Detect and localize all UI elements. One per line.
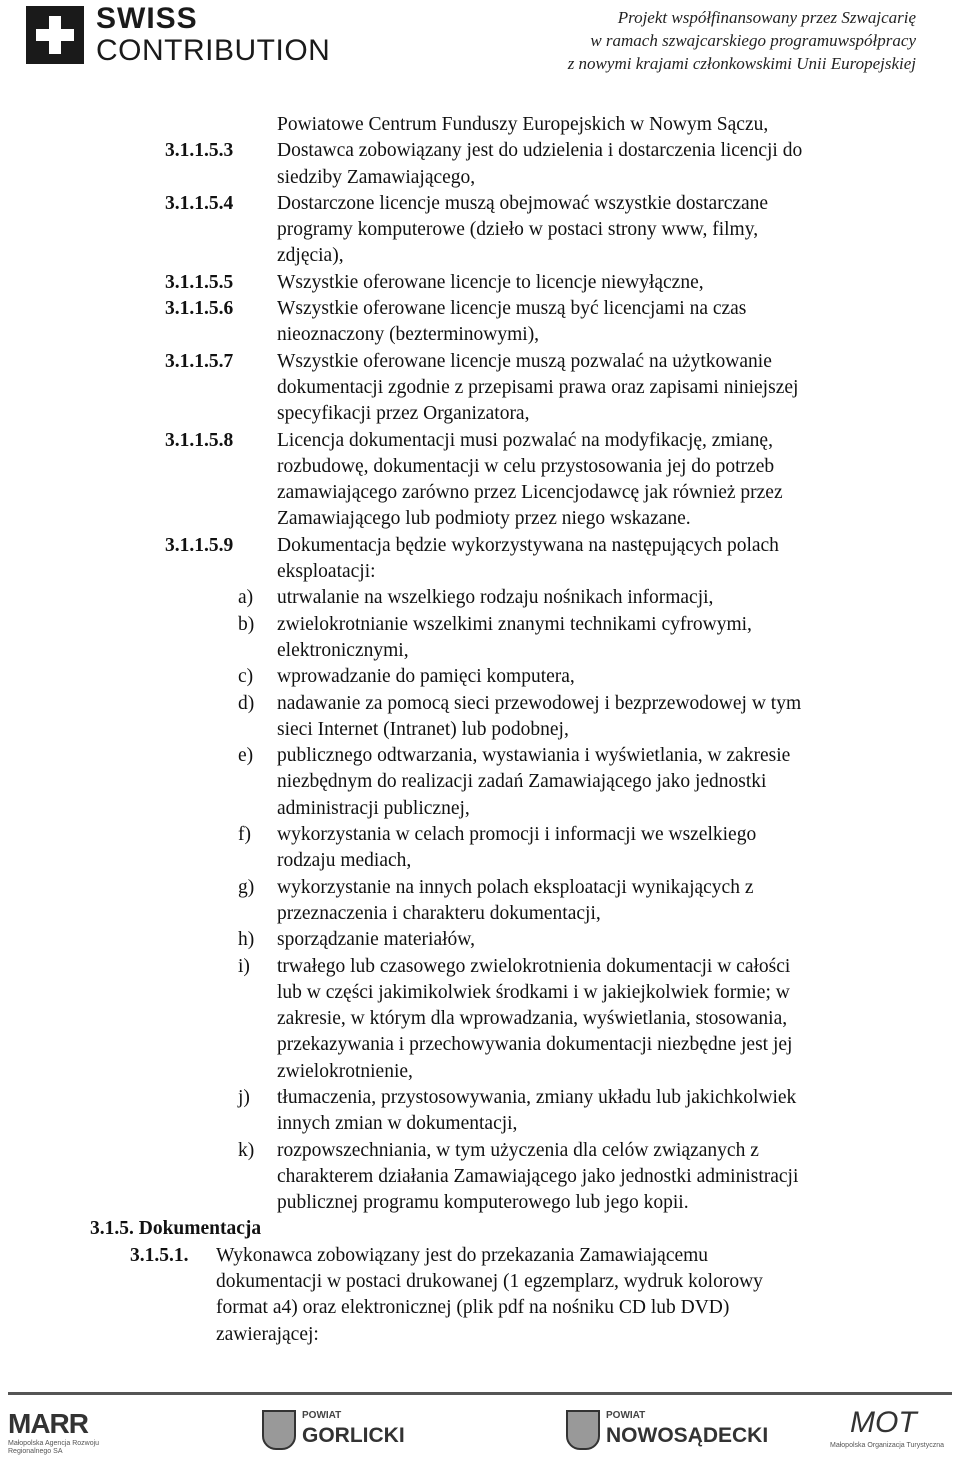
spec-item xyxy=(0,349,960,428)
item-text xyxy=(277,428,915,533)
list-item xyxy=(0,954,960,1085)
text-line: Dostarczone licencje muszą obejmować wszystkie dostarczane xyxy=(277,192,769,214)
text-line: zawierającej: xyxy=(216,1323,319,1345)
text-line: Dostawca zobowiązany jest do udzielenia i dostarczenia licencji do xyxy=(277,140,803,162)
text-line: Wykonawca zobowiązany jest do przekazania Zamawiającemu xyxy=(216,1244,709,1266)
item-text xyxy=(277,112,915,138)
item-number: 3.1.1.5.3 xyxy=(165,140,234,162)
text-line: Wszystkie oferowane licencje to licencje niewyłączne, xyxy=(277,271,704,293)
list-text xyxy=(277,954,915,1085)
list-marker: c) xyxy=(238,666,254,688)
list-marker: g) xyxy=(238,876,255,898)
text-line: trwałego lub czasowego zwielokrotnienia dokumentacji w całości xyxy=(277,955,791,977)
text-line: wprowadzanie do pamięci komputera, xyxy=(277,666,575,688)
text-line: rozbudowę, dokumentacji w celu przystosowania jej do potrzeb xyxy=(277,455,775,477)
text-line: eksploatacji: xyxy=(277,561,376,583)
text-line: przekazywania i przechowywania dokumentacji niezbędne jest jej xyxy=(277,1034,793,1056)
tagline-line: Projekt współfinansowany przez Szwajcarię xyxy=(617,8,916,27)
text-line: wykorzystania w celach promocji i informacji we wszelkiego xyxy=(277,824,757,846)
text-line: siedziby Zamawiającego, xyxy=(277,166,476,188)
list-item xyxy=(0,743,960,822)
logo-line2: CONTRIBUTION xyxy=(96,34,331,67)
list-marker: h) xyxy=(238,929,255,951)
text-line: przeznaczenia i charakteru dokumentacji, xyxy=(277,902,601,924)
text-line: programy komputerowe (dzieło w postaci strony www, filmy, xyxy=(277,219,759,241)
text-line: rozpowszechniania, w tym użyczenia dla celów związanych z xyxy=(277,1139,759,1161)
list-item xyxy=(0,875,960,928)
page-header xyxy=(0,0,960,80)
item-text xyxy=(277,296,915,349)
coat-of-arms-icon xyxy=(262,1410,296,1450)
text-line: sporządzanie materiałów, xyxy=(277,929,475,951)
text-line: sieci Internet (Intranet) lub podobnej, xyxy=(277,718,569,740)
text-line: format a4) oraz elektronicznej (plik pdf na nośniku CD lub DVD) xyxy=(216,1297,730,1319)
item-number: 3.1.1.5.4 xyxy=(165,192,234,214)
coat-of-arms-icon xyxy=(566,1410,600,1450)
list-text xyxy=(277,927,915,953)
list-item xyxy=(0,822,960,875)
list-marker: f) xyxy=(238,824,251,846)
list-text xyxy=(277,1138,915,1217)
list-item xyxy=(0,664,960,690)
text-line: innych zmian w dokumentacji, xyxy=(277,1113,518,1135)
item-text xyxy=(277,191,915,270)
logo-line1: SWISS xyxy=(96,2,198,35)
text-line: nieoznaczony (bezterminowymi), xyxy=(277,324,540,346)
text-line: publicznej programu komputerowego lub jego kopii. xyxy=(277,1192,689,1214)
item-number: 3.1.1.5.7 xyxy=(165,350,234,372)
list-text xyxy=(277,822,915,875)
text-line: lub w części jakimikolwiek środkami i w jakiejkolwiek formie; w xyxy=(277,981,790,1003)
spec-item xyxy=(0,270,960,296)
item-number: 3.1.1.5.9 xyxy=(165,534,234,556)
sub-item-text xyxy=(216,1243,915,1348)
list-marker: d) xyxy=(238,692,255,714)
text-line: charakterem działania Zamawiającego jako jednostki administracji xyxy=(277,1165,799,1187)
marr-logo xyxy=(8,1404,118,1456)
text-line: Dokumentacja będzie wykorzystywana na następujących polach xyxy=(277,534,779,556)
sub-item-number: 3.1.5.1. xyxy=(130,1244,189,1266)
spec-item xyxy=(0,428,960,533)
item-number: 3.1.1.5.6 xyxy=(165,298,234,320)
text-line: specyfikacji przez Organizatora, xyxy=(277,403,530,425)
section-heading: 3.1.5. Dokumentacja xyxy=(90,1218,262,1240)
list-item xyxy=(0,1085,960,1138)
text-line: dokumentacji zgodnie z przepisami prawa oraz zapisami niniejszej xyxy=(277,376,799,398)
spec-item xyxy=(0,296,960,349)
text-line: wykorzystanie na innych polach eksploatacji wynikających z xyxy=(277,876,754,898)
list-marker: e) xyxy=(238,745,254,767)
text-line: niezbędnym do realizacji zadań Zamawiającego jako jednostki xyxy=(277,771,767,793)
list-text xyxy=(277,612,915,665)
text-line: nadawanie za pomocą sieci przewodowej i bezprzewodowej w tym xyxy=(277,692,802,714)
text-line: elektronicznymi, xyxy=(277,639,409,661)
text-line: zakresie, w którym dla wprowadzania, wyświetlania, stosowania, xyxy=(277,1008,788,1030)
list-text xyxy=(277,585,915,611)
spec-item xyxy=(0,191,960,270)
text-line: tłumaczenia, przystosowywania, zmiany układu lub jakichkolwiek xyxy=(277,1086,797,1108)
item-number: 3.1.1.5.5 xyxy=(165,271,234,293)
mot-logo-subtitle: Małopolska Organizacja Turystyczna xyxy=(830,1442,944,1449)
text-line: utrwalanie na wszelkiego rodzaju nośnikach informacji, xyxy=(277,587,714,609)
powiat-gorlicki-label: POWIAT xyxy=(302,1410,342,1421)
list-text xyxy=(277,875,915,928)
text-line: administracji publicznej, xyxy=(277,797,470,819)
text-line: zamawiającego zarówno przez Licencjodawcę jak również przez xyxy=(277,482,783,504)
text-line: zdjęcia), xyxy=(277,245,344,267)
page-footer xyxy=(0,1404,960,1460)
document-body xyxy=(0,112,960,1348)
list-text xyxy=(277,1085,915,1138)
powiat-nowosadecki-name: NOWOSĄDECKI xyxy=(606,1424,769,1447)
item-text xyxy=(277,349,915,428)
powiat-gorlicki-name: GORLICKI xyxy=(302,1424,405,1447)
text-line: Powiatowe Centrum Funduszy Europejskich w Nowym Sączu, xyxy=(277,114,769,135)
text-line: rodzaju mediach, xyxy=(277,850,412,872)
item-text xyxy=(277,270,915,296)
list-item xyxy=(0,585,960,611)
item-number: 3.1.1.5.8 xyxy=(165,429,234,451)
text-line: Wszystkie oferowane licencje muszą pozwalać na użytkowanie xyxy=(277,350,772,372)
text-line: dokumentacji w postaci drukowanej (1 egzemplarz, wydruk kolorowy xyxy=(216,1271,763,1293)
list-marker: i) xyxy=(238,955,250,977)
text-line: Licencja dokumentacji musi pozwalać na modyfikację, zmianę, xyxy=(277,429,773,451)
list-marker: k) xyxy=(238,1139,255,1161)
marr-logo-text: MARR xyxy=(8,1408,88,1439)
list-text xyxy=(277,691,915,744)
mot-logo-text: MOT xyxy=(850,1406,917,1439)
list-text xyxy=(277,664,915,690)
list-item xyxy=(0,612,960,665)
item-text xyxy=(277,533,915,586)
item-text xyxy=(277,138,915,191)
text-line: Wszystkie oferowane licencje muszą być licencjami na czas xyxy=(277,298,747,320)
list-marker: a) xyxy=(238,587,254,609)
text-line: zwielokrotnienie, xyxy=(277,1060,413,1082)
list-text xyxy=(277,743,915,822)
spec-item xyxy=(0,533,960,586)
powiat-nowosadecki-label: POWIAT xyxy=(606,1410,646,1421)
text-line: Zamawiającego lub podmioty przez niego wskazane. xyxy=(277,508,691,530)
list-marker: b) xyxy=(238,613,255,635)
list-item xyxy=(0,927,960,953)
marr-logo-subtitle: Małopolska Agencja Rozwoju Regionalnego SA xyxy=(8,1440,100,1455)
sub-item xyxy=(0,1243,960,1348)
swiss-cross-icon xyxy=(26,6,84,64)
list-marker: j) xyxy=(238,1086,250,1108)
spec-item xyxy=(0,112,960,138)
text-line: zwielokrotnianie wszelkimi znanymi technikami cyfrowymi, xyxy=(277,613,752,635)
list-item xyxy=(0,691,960,744)
swiss-contribution-logo xyxy=(26,4,346,68)
spec-item xyxy=(0,138,960,191)
header-tagline xyxy=(496,6,916,75)
tagline-line: z nowymi krajami członkowskimi Unii Europejskiej xyxy=(567,54,916,73)
footer-divider xyxy=(8,1392,952,1395)
tagline-line: w ramach szwajcarskiego programuwspółpracy xyxy=(590,31,916,50)
list-item xyxy=(0,1138,960,1217)
text-line: publicznego odtwarzania, wystawiania i wyświetlania, w zakresie xyxy=(277,745,791,767)
